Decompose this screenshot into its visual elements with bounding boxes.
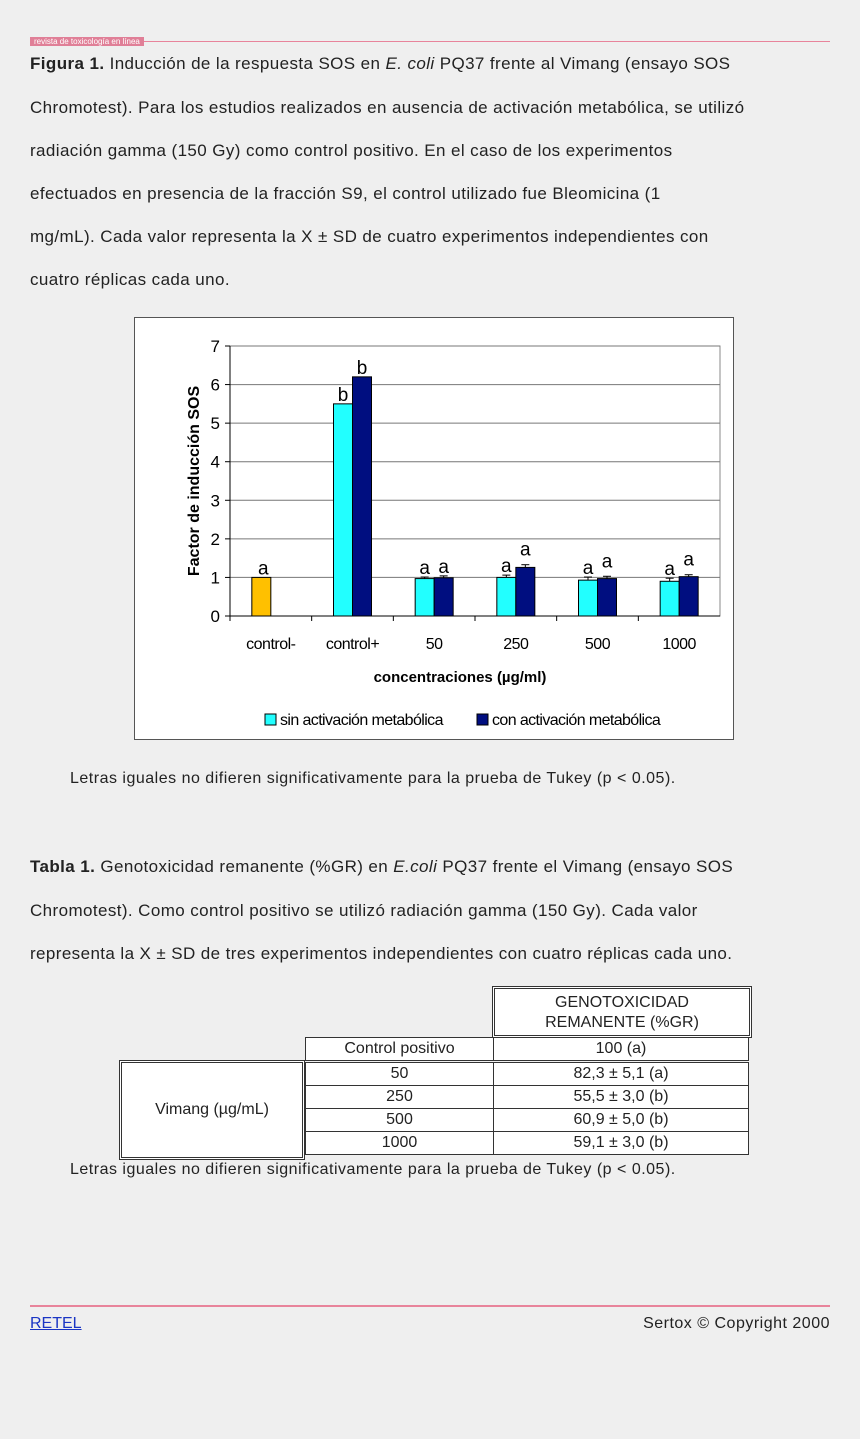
footer-retel-link[interactable]: RETEL [30,1315,82,1332]
table-row-value: 55,5 ± 3,0 (b) [493,1085,749,1109]
y-tick-label: 1 [210,568,220,588]
figure-caption-text: Inducción de la respuesta SOS en [104,54,386,73]
table-header-line-1: GENOTOXICIDAD [555,994,689,1011]
table-label: Tabla 1. [30,857,96,876]
bar [660,581,679,616]
x-tick-label: control- [246,636,296,653]
significance-letter: a [664,559,675,581]
bar [434,578,453,616]
header-brand: revista de toxicología en línea [30,37,144,46]
significance-letter: b [356,357,368,379]
y-tick-label: 5 [210,414,220,434]
bar-chart [135,318,733,739]
significance-letter: a [520,539,531,561]
y-tick-label: 0 [210,607,220,626]
x-tick-label: 1000 [662,636,696,653]
significance-letter: a [683,549,694,571]
table-caption-line-2: Chromotest). Como control positivo se utilizó radiación gamma (150 Gy). Cada valor [30,901,698,920]
significance-letter: a [601,551,613,573]
bar [415,579,434,616]
table-row-value: 82,3 ± 5,1 (a) [493,1062,749,1086]
significance-letter: a [258,558,269,580]
significance-letter: a [419,558,430,580]
legend-swatch [477,714,488,725]
table-caption-text: Genotoxicidad remanente (%GR) en [95,857,394,876]
y-tick-label: 2 [210,529,220,549]
plot-area [230,346,720,616]
bar [679,577,698,616]
y-tick-label: 6 [210,375,220,395]
figure-caption-line-2: Chromotest). Para los estudios realizados en ausencia de activación metabólica, se utilizó [30,98,745,117]
bar [497,577,516,616]
table-row-concentration: 50 [305,1062,494,1086]
footer-copyright: Sertox © Copyright 2000 [643,1315,830,1332]
legend-label: sin activación metabólica [280,712,443,729]
table-caption-text-end: PQ37 frente el Vimang (ensayo SOS [437,857,734,876]
x-tick-label: control+ [325,636,380,653]
figure-caption-line-1 [30,42,830,85]
bar [516,567,535,616]
figure-caption-line-4: efectuados en presencia de la fracción S9, el control utilizado fue Bleomicina (1 [30,184,661,203]
significance-letter: a [501,556,512,578]
x-tick-label: 250 [503,636,529,653]
bar [579,580,598,616]
control-label-cell: Control positivo [305,1037,494,1061]
bar [598,579,617,616]
figure-caption-line-6: cuatro réplicas cada uno. [30,270,230,289]
table-caption-line-3: representa la X ± SD de tres experimentos independientes con cuatro réplicas cada uno. [30,944,733,963]
footer-rule [30,1305,830,1307]
significance-letter: a [438,556,449,578]
y-axis-title: Factor de inducción SOS [186,385,203,577]
table-caption-species: E.coli [393,857,438,876]
significance-letter: a [582,558,594,580]
chart-container [134,317,734,740]
control-value-cell: 100 (a) [493,1037,749,1061]
table-note: Letras iguales no difieren significativamente para la prueba de Tukey (p < 0.05). [70,1161,676,1178]
x-axis-title: concentraciones (µg/ml) [373,669,547,686]
legend-swatch [265,714,276,725]
x-tick-label: 500 [584,636,611,653]
figure-caption-text-end: PQ37 frente al Vimang (ensayo SOS [434,54,731,73]
table-row-concentration: 1000 [305,1131,494,1155]
group-label-cell: Vimang (µg/mL) [119,1060,305,1160]
y-tick-label: 3 [210,491,220,511]
legend-label: con activación metabólica [492,712,661,729]
table-header-cell [492,986,752,1038]
table-row-concentration: 500 [305,1108,494,1132]
figure-caption-line-5: mg/mL). Cada valor representa la X ± SD de cuatro experimentos independientes con [30,227,709,246]
bar [353,377,372,616]
significance-letter: b [337,384,349,406]
table-header-line-2: REMANENTE (%GR) [545,1014,699,1031]
table-row-concentration: 250 [305,1085,494,1109]
bar [252,577,271,616]
figure-caption-species: E. coli [385,54,435,73]
table-caption-line-1 [30,845,830,888]
table-row-value: 59,1 ± 3,0 (b) [493,1131,749,1155]
figure-caption-line-3: radiación gamma (150 Gy) como control positivo. En el caso de los experimentos [30,141,673,160]
y-tick-label: 4 [210,452,220,472]
figure-label: Figura 1. [30,54,105,73]
y-tick-label: 7 [210,337,220,356]
figure-note: Letras iguales no difieren significativamente para la prueba de Tukey (p < 0.05). [70,770,676,787]
table-row-value: 60,9 ± 5,0 (b) [493,1108,749,1132]
x-tick-label: 50 [425,636,443,653]
bar [334,404,353,616]
